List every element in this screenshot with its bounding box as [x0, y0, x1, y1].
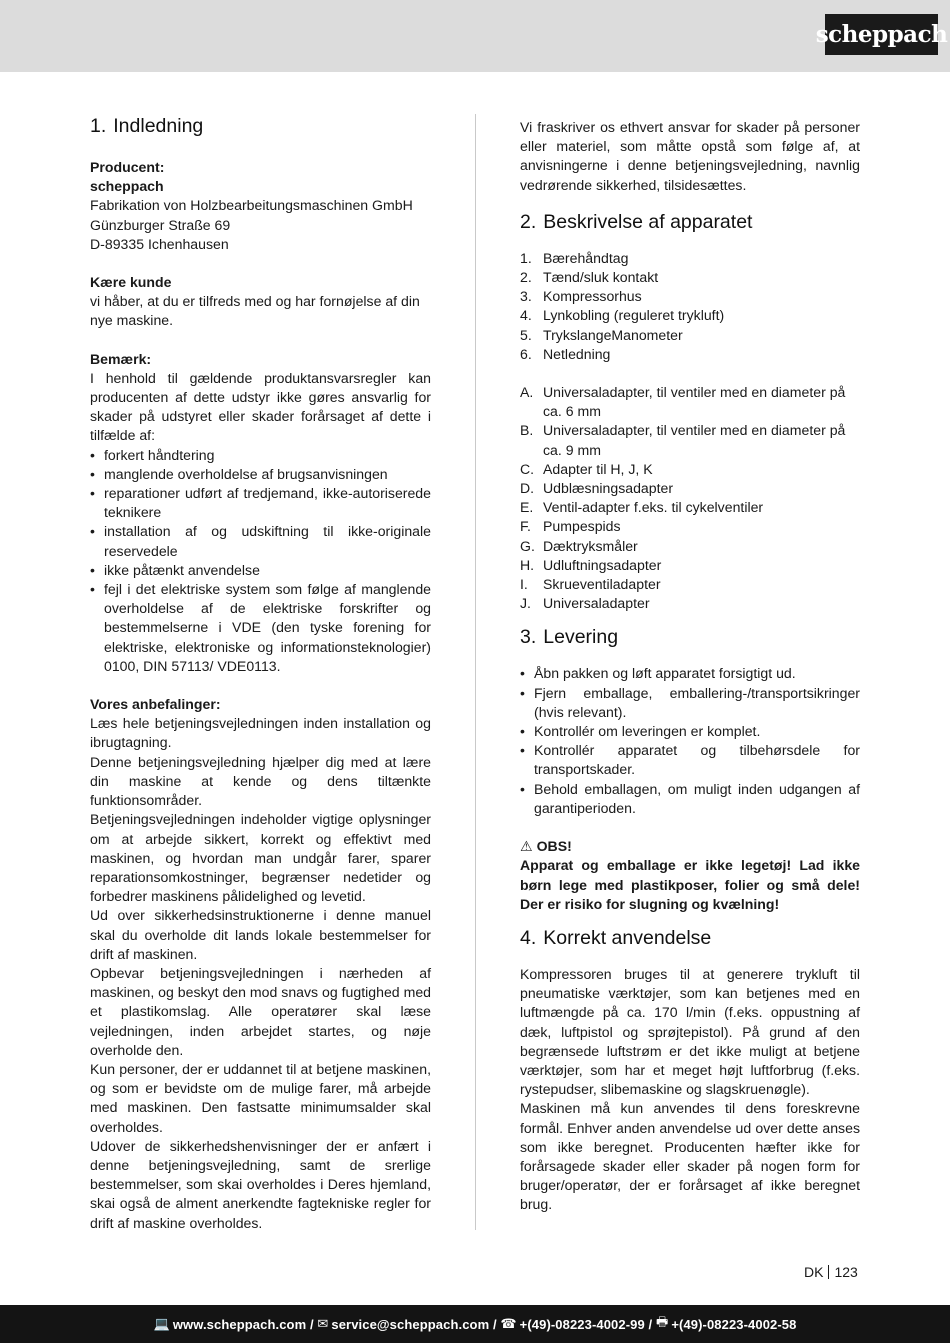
mail-icon: ✉ — [317, 1316, 329, 1331]
recommendation-paragraph: Læs hele betjeningsvejledningen inden installation og ibrugtagning. — [90, 715, 431, 751]
list-item: • Kontrollér om leveringen er komplet. — [520, 722, 860, 741]
item-marker: C. — [520, 460, 535, 477]
warning-heading — [520, 837, 860, 856]
list-item: • reparationer udført af tredjemand, ikke-autoriserede teknikere — [90, 484, 431, 522]
producer-line: Fabrikation von Holzbearbeitungsmaschinen GmbH — [90, 197, 413, 214]
item-marker: 4. — [520, 307, 532, 324]
section-heading-description — [520, 208, 860, 236]
intended-use-paragraph: Kompressoren bruges til at generere trykluft til pneumatiske værktøjer, som kan betjenes med en luftmængde på ca. 170 l/min (f.eks. oppustning af dæk, luftpistol og sprøjtepistol). På grund af den begrænsede luftstrøm er det ikke muligt at betjene værktøjer, som har et meget højt luftforbrug (f.eks. rystepudser, slibemaskine og slagskruenøgle). — [520, 965, 860, 1098]
list-item: • Fjern emballage, emballering-/transportsikringer (hvis relevant). — [520, 684, 860, 722]
list-item: • installation af og udskiftning til ikke-originale reservedele — [90, 522, 431, 560]
recommendation-paragraph: Opbevar betjeningsvejledningen i nærheden af maskinen, og beskyt den mod snavs og fugtighed med et plastikomslag. Alle operatører skal læse vejledningen, inden arbejdet startes, og nøje overholde den. — [90, 964, 431, 1058]
list-item: • Behold emballagen, om muligt inden udgangen af garantiperioden. — [520, 780, 860, 818]
item-marker: 6. — [520, 345, 532, 362]
accessories-list — [520, 383, 860, 613]
list-item — [520, 345, 860, 364]
footer-fax: +(49)-08223-4002-58 — [671, 1316, 797, 1332]
dear-customer-text: vi håber, at du er tilfreds med og har fornøjelse af din nye maskine. — [90, 293, 420, 329]
item-marker: 2. — [520, 269, 532, 286]
item-marker: I. — [520, 576, 528, 593]
recommendation-paragraph: Betjeningsvejledningen indeholder vigtige oplysninger om at arbejde sikkert, korrekt og effektivt med maskinen, og hvordan man undgår farer, sparer reparationsomkostninger, begrænser nedetider og forbedrer maskinens pålidelighed og levetid. — [90, 811, 431, 905]
recommendations-label: Vores anbefalinger: — [90, 696, 221, 713]
item-marker: 3. — [520, 288, 532, 305]
item-marker: E. — [520, 499, 534, 516]
section-title: Levering — [543, 626, 619, 649]
item-marker: B. — [520, 422, 534, 439]
logo-text: scheppach — [815, 21, 948, 48]
item-marker: F. — [520, 518, 531, 535]
footer-website[interactable]: www.scheppach.com / — [172, 1316, 314, 1332]
list-item — [520, 306, 860, 325]
page-num: 123 — [834, 1264, 858, 1280]
right-column — [520, 118, 860, 1215]
list-item — [520, 326, 860, 345]
item-text: Udluftningsadapter — [543, 556, 662, 573]
list-item — [520, 421, 860, 459]
list-item — [520, 479, 860, 498]
list-item — [520, 287, 860, 306]
computer-icon: 💻 — [153, 1316, 170, 1331]
item-marker: D. — [520, 480, 535, 497]
dear-customer-label: Kære kunde — [90, 274, 172, 291]
section-number: 3. — [520, 626, 537, 649]
section-title: Korrekt anvendelse — [543, 926, 712, 949]
section-heading-introduction — [90, 112, 431, 140]
list-item: • fejl i det elektriske system som følge af manglende overholdelse af de elektriske forskrifter og bestemmelserne i VDE (den tyske forening for elektriske, elektroniske og informationsteknologier) 0100, DIN 57113/ VDE0113. — [90, 580, 431, 676]
footer-email[interactable]: service@scheppach.com / — [331, 1316, 497, 1332]
list-item — [520, 556, 860, 575]
list-item — [520, 537, 860, 556]
producer-label: Producent: — [90, 159, 165, 175]
section-number: 2. — [520, 210, 537, 233]
language-code: DK — [804, 1264, 824, 1280]
list-item: • Åbn pakken og løft apparatet forsigtigt ud. — [520, 664, 860, 683]
list-item — [520, 594, 860, 613]
column-divider — [475, 114, 476, 1230]
producer-line: D-89335 Ichenhausen — [90, 235, 229, 252]
page-number — [804, 1264, 858, 1280]
list-item: • forkert håndtering — [90, 446, 431, 465]
list-item — [520, 575, 860, 594]
item-text: Lynkobling (reguleret trykluft) — [543, 307, 725, 324]
recommendation-paragraph: Udover de sikkerhedshenvisninger der er anfært i denne betjeningsvejledning, samt de srerlige bestemmelser, som skai overholdes i Deres hjemland, skai også de alment anerkendte fagtekniske regler for drift af maskine overholdes. — [90, 1137, 431, 1231]
section-title: Beskrivelse af apparatet — [543, 210, 753, 233]
list-item — [520, 498, 860, 517]
item-marker: A. — [520, 384, 534, 401]
note-label: Bemærk: — [90, 350, 152, 367]
item-text: Adapter til H, J, K — [543, 460, 653, 477]
list-item: • manglende overholdelse af brugsanvisningen — [90, 465, 431, 484]
item-text: Kompressorhus — [543, 288, 642, 305]
note-text: I henhold til gældende produktansvarsregler kan producenten af dette udstyr ikke gøres ansvarlig for skader på udstyret eller skader forårsaget af dette i tilfælde af: — [90, 369, 431, 444]
item-marker: G. — [520, 537, 535, 554]
item-text: Tænd/sluk kontakt — [543, 269, 659, 286]
item-marker: 5. — [520, 326, 532, 343]
recommendation-paragraph: Denne betjeningsvejledning hjælper dig med at lære din maskine at kende og dens tiltænkte funktionsområder. — [90, 753, 431, 809]
intended-use-paragraph: Maskinen må kun anvendes til dens foreskrevne formål. Enhver anden anvendelse ud over dette anses som ikke beregnet. Producenten hæfter ikke for forårsagede skader eller skader på nogen form for bruger/operatør, der er forårsaget af ikke beregnet brug. — [520, 1100, 860, 1213]
item-text: Dæktryksmåler — [543, 537, 638, 554]
page-separator — [828, 1265, 829, 1279]
item-text: Udblæsningsadapter — [543, 480, 674, 497]
item-text: Bærehåndtag — [543, 249, 629, 266]
item-text: Universaladapter, til ventiler med en diameter på ca. 6 mm — [543, 384, 846, 420]
recommendation-paragraph: Kun personer, der er uddannet til at betjene maskinen, og som er bevidste om de mulige farer, må arbejde med maskinen. Den fastsatte minimumsalder skal overholdes. — [90, 1060, 431, 1135]
list-item — [520, 460, 860, 479]
item-text: Universaladapter — [543, 595, 650, 612]
item-text: Ventil-adapter f.eks. til cykelventiler — [543, 499, 764, 516]
note-bullet-list — [90, 446, 431, 676]
section-heading-intended-use — [520, 924, 860, 952]
delivery-list — [520, 664, 860, 818]
item-text: Netledning — [543, 345, 611, 362]
list-item — [520, 249, 860, 268]
header-bar — [0, 0, 950, 72]
producer-line: Günzburger Straße 69 — [90, 216, 231, 233]
recommendation-paragraph: Ud over sikkerhedsinstruktionerne i denne manuel skal du overholde dit lands lokale bestemmelser for drift af maskinen. — [90, 907, 431, 962]
list-item — [520, 268, 860, 287]
item-marker: J. — [520, 595, 531, 612]
list-item: • Kontrollér apparatet og tilbehørsdele for transportskader. — [520, 741, 860, 779]
phone-icon: ☎ — [500, 1316, 517, 1331]
item-marker: H. — [520, 556, 535, 573]
scheppach-logo — [815, 14, 948, 55]
footer-bar — [0, 1305, 950, 1343]
section-number: 1. — [90, 115, 107, 137]
disclaimer-text: Vi fraskriver os ethvert ansvar for skader på personer eller materiel, som måtte opstå som følge af, at anvisningerne i denne betjeningsvejledning, navnlig vedrørende sikkerhed, tilsidesættes. — [520, 119, 860, 193]
warning-text: Apparat og emballage er ikke legetøj! Lad ikke børn lege med plastikposer, folier og små dele! Der er risiko for slugning og kvælning! — [520, 857, 860, 912]
warning-triangle-icon: ⚠ — [520, 838, 533, 855]
footer-phone: +(49)-08223-4002-99 / — [519, 1316, 653, 1332]
item-text: TrykslangeManometer — [543, 326, 683, 343]
item-text: Pumpespids — [543, 518, 621, 535]
section-title: Indledning — [113, 115, 204, 137]
list-item — [520, 383, 860, 421]
section-heading-delivery — [520, 623, 860, 651]
fax-icon: 🖶 — [655, 1314, 669, 1329]
warning-label: OBS! — [536, 838, 572, 855]
list-item — [520, 517, 860, 536]
item-marker: 1. — [520, 249, 532, 266]
item-text: Universaladapter, til ventiler med en diameter på ca. 9 mm — [543, 422, 846, 458]
producer-name: scheppach — [90, 178, 164, 195]
list-item: • ikke påtænkt anvendelse — [90, 561, 431, 580]
section-number: 4. — [520, 926, 537, 949]
parts-list — [520, 249, 860, 364]
left-column — [90, 112, 431, 1233]
item-text: Skrueventiladapter — [543, 576, 661, 593]
